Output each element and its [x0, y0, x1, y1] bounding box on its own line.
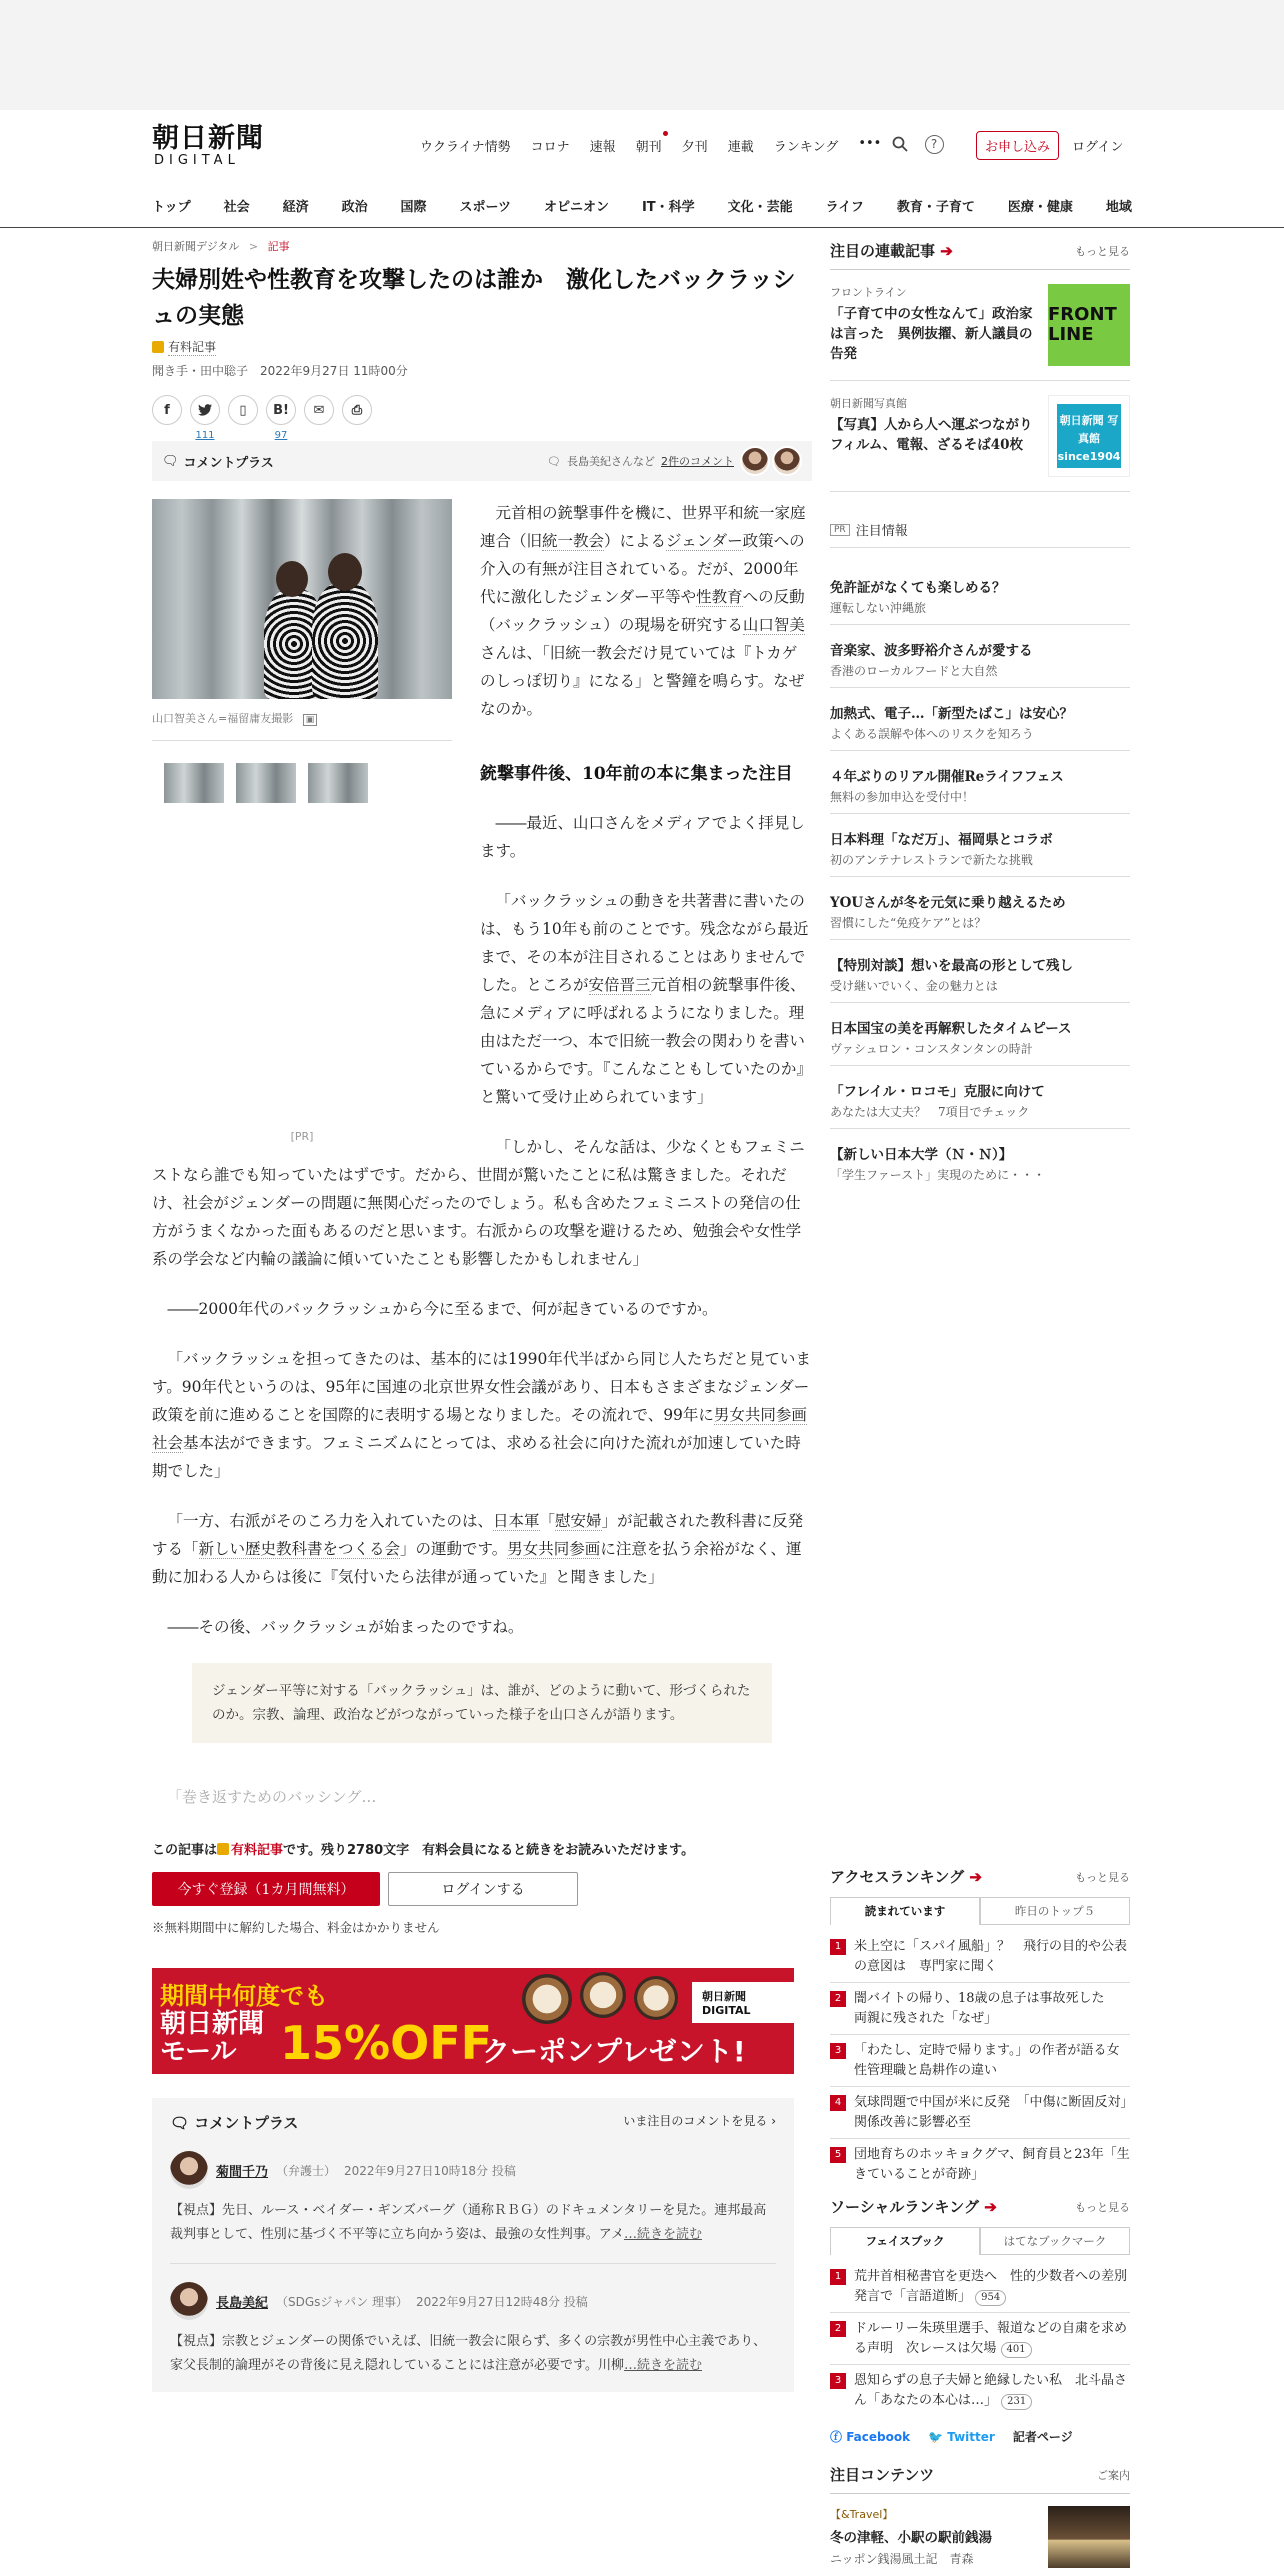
header-icons: [890, 134, 944, 154]
subscribe-button[interactable]: お申し込み: [976, 131, 1059, 160]
social-ranking-title: ソーシャルランキング ➔: [830, 2198, 997, 2216]
social-ranking-more[interactable]: もっと見る: [1075, 2200, 1130, 2214]
top-ad-space: [0, 0, 1284, 110]
banner-logo: 朝日新聞 DIGITAL: [692, 1982, 794, 2023]
share-count: 401: [1001, 2342, 1032, 2358]
paragraph: 「バックラッシュの動きを共著書に書いたのは、もう10年も前のことです。残念ながら最近まで、その本が注目されることはありませんでした。ところが安倍晋三元首相の銃撃事件後、急にメディアに呼ばれるようになりました。理由はただ一つ、本で旧統一教会の関わりを書いているからです。『こんなこともしていたのか』と驚いて受け止められています」: [480, 892, 812, 1106]
serial-title: 注目の連載記事 ➔: [830, 242, 953, 260]
comment-plus-title: 🗨 コメントプラス: [170, 2114, 299, 2132]
comment-summary: [547, 446, 802, 476]
pr-title: 注目情報: [855, 524, 908, 539]
pr-item[interactable]: 【特別対談】想いを最高の形として残し 受け継いでいく、金の魅力とは: [830, 940, 1130, 1003]
breadcrumb: [152, 238, 812, 254]
photo-thumbnail[interactable]: [236, 763, 296, 803]
pr-item[interactable]: 日本料理「なだ万」、福岡県とコラボ 初のアンテナレストランで新たな挑戦: [830, 814, 1130, 877]
mail-icon[interactable]: ✉: [304, 395, 334, 425]
arrow-right-icon: ➔: [940, 242, 953, 260]
twitter-link[interactable]: 🐦 Twitter: [928, 2429, 995, 2444]
ranking-item[interactable]: 4 気球問題で中国が米に反発 「中傷に断固反対」 関係改善に影響必至: [830, 2087, 1130, 2139]
access-ranking: [830, 1866, 1141, 2190]
nav-breaking[interactable]: 速報: [589, 140, 616, 155]
reporter-page-link[interactable]: 記者ページ: [1012, 2430, 1073, 2444]
ranking-item[interactable]: 3 「わたし、定時で帰ります。」の作者が語る女性管理職と島耕作の違い: [830, 2035, 1130, 2087]
faded-teaser: 「巻き返すためのバッシング…: [167, 1788, 377, 1806]
keyword-link[interactable]: ジェンダー: [666, 532, 743, 550]
comment-time: 2022年9月27日10時18分 投稿: [344, 2163, 516, 2178]
photo-archive-thumbnail: 朝日新聞 写真館 since1904: [1048, 395, 1130, 477]
social-ranking: [830, 2196, 1130, 2445]
cat-education[interactable]: 教育・子育て: [896, 200, 975, 215]
comment-text: 【視点】宗教とジェンダーの関係でいえば、旧統一教会に限らず、多くの宗教が男性中心主義であり、家父長制的論理がその背後に見え隠れしていることには注意が必要です。川柳: [170, 2334, 767, 2373]
pr-item[interactable]: 日本国宝の美を再解釈したタイムピース ヴァシュロン・コンスタンタンの時計: [830, 1003, 1130, 1066]
twitter-count[interactable]: 111: [195, 430, 215, 441]
ranking-item[interactable]: 2 闇バイトの帰り、18歳の息子は事故死した 両親に残された「なぜ」: [830, 1983, 1130, 2035]
contents-title: 注目コンテンツ: [830, 2466, 935, 2484]
section-heading: 銃撃事件後、10年前の本に集まった注目: [480, 764, 793, 784]
help-icon[interactable]: ?: [924, 134, 944, 154]
read-more-link[interactable]: …続きを読む: [623, 2358, 702, 2373]
content-kicker: 【&Travel】: [830, 2508, 894, 2521]
ranking-item[interactable]: 2 ドルーリー朱瑛里選手、報道などの自粛を求める声明 次レースは欠場 401: [830, 2313, 1130, 2365]
sidebar: [830, 240, 1130, 1191]
header-nav: [420, 136, 881, 155]
hatena-count[interactable]: 97: [274, 430, 288, 441]
photo-caption-text: 山口智美さん=福留庸友撮影: [152, 712, 294, 725]
comment-item: [170, 2151, 776, 2247]
login-link[interactable]: ログイン: [1072, 140, 1124, 155]
facebook-link[interactable]: ⓕ Facebook: [830, 2430, 911, 2444]
serial-item-title: 「子育て中の女性なんて」政治家は言った 異例抜擢、新人議員の告発: [830, 306, 1033, 362]
tab-hatena[interactable]: はてなブックマーク: [980, 2227, 1130, 2255]
photo-block: [152, 499, 452, 1151]
lock-icon: [152, 341, 164, 353]
comment-small-icon: 🗨: [547, 454, 561, 468]
pr-item[interactable]: ４年ぶりのリアル開催Reライフフェス 無料の参加申込を受付中！: [830, 751, 1130, 814]
gallery-icon[interactable]: ▣: [303, 714, 318, 726]
keyword-link[interactable]: 慰安婦: [555, 1512, 602, 1530]
avatar[interactable]: [170, 2151, 208, 2189]
paragraph: ――2000年代のバックラッシュから今に至るまで、何が起きているのですか。: [167, 1300, 718, 1318]
cat-politics[interactable]: 政治: [341, 200, 368, 215]
cat-international[interactable]: 国際: [400, 200, 427, 215]
keyword-link[interactable]: 性教育: [696, 588, 743, 606]
site-header: [152, 120, 1132, 180]
cat-society[interactable]: 社会: [223, 200, 250, 215]
keyword-link[interactable]: 男女共同参画社会: [152, 1406, 807, 1452]
logo-en: DIGITAL: [154, 153, 240, 168]
summary-box: ジェンダー平等に対する「バックラッシュ」は、誰が、どのように動いて、形づくられたのか。宗教、論理、政治などがつながっていった様子を山口さんが語ります。: [192, 1663, 772, 1743]
ranking-item[interactable]: 1 荒井首相秘書官を更迭へ 性的少数者への差別発言で「言語道断」 954: [830, 2261, 1130, 2313]
commenter-role: （弁護士）: [276, 2163, 337, 2178]
lock-icon: [217, 1843, 229, 1855]
access-ranking-more[interactable]: もっと見る: [1075, 1870, 1130, 1884]
cat-region[interactable]: 地域: [1105, 200, 1132, 215]
hatena-share-icon[interactable]: B! 97: [266, 395, 296, 425]
pr-item[interactable]: 【新しい日本大学（Ｎ・Ｎ）】 「学生ファースト」実現のために・・・: [830, 1147, 1046, 1182]
paid-label: 有料記事: [168, 340, 217, 354]
paragraph: 「バックラッシュを担ってきたのは、基本的には1990年代半ばから同じ人たちだと見ています。90年代というのは、95年に国連の北京世界女性会議があり、日本もさまざまなジェンダー政策を前に進めることを国際的に表明する場となりました。その流れで、99年に男女共同参画社会基本法ができます。フェミニズムにとっては、求める社会に向けた流れが加速していた時期でした」: [152, 1350, 811, 1480]
keyword-link[interactable]: 安倍晋三: [588, 976, 651, 994]
paragraph: ――最近、山口さんをメディアでよく拝見します。: [480, 814, 805, 860]
serial-kicker: フロントライン: [830, 286, 907, 299]
serial-more-link[interactable]: もっと見る: [1075, 244, 1130, 258]
paragraph: ――その後、バックラッシュが始まったのですね。: [167, 1618, 524, 1636]
paywall-note: ※無料期間中に解約した場合、料金はかかりません: [152, 1920, 440, 1935]
commenter-name[interactable]: 菊間千乃: [216, 2164, 269, 2180]
paywall-message: この記事は 有料記事です。残り2780文字 有料会員になると続きをお読みいただけます。: [152, 1843, 695, 1858]
share-count: 954: [975, 2290, 1006, 2306]
commenter-role: （SDGsジャパン 理事）: [276, 2294, 408, 2309]
photo-caption: [152, 705, 452, 741]
main-photo[interactable]: [152, 499, 452, 699]
twitter-share-icon[interactable]: [190, 395, 220, 441]
nav-morning-label: 朝刊: [635, 140, 662, 155]
comment-count-link[interactable]: 2件のコメント: [661, 455, 734, 468]
banner-line1: 期間中何度でも: [160, 1982, 328, 2010]
content-thumbnail: [1048, 2506, 1130, 2568]
new-dot-icon: [663, 131, 668, 136]
breadcrumb-current[interactable]: 記事: [267, 240, 290, 253]
category-nav: [0, 188, 1284, 228]
ranking-item[interactable]: 3 恩知らずの息子夫婦と絶縁したい私 北斗晶さん「あなたの本心は…」 231: [830, 2365, 1130, 2416]
keyword-link[interactable]: 新しい歴史教科書をつくる会: [198, 1540, 401, 1558]
content-title: 冬の津軽、小駅の駅前銭湯: [830, 2530, 992, 2546]
ranking-item[interactable]: 1 米上空に「スパイ風船」？ 飛行の目的や公表の意図は 専門家に聞く: [830, 1931, 1130, 1983]
twitter-icon: 🐦: [928, 2429, 948, 2444]
register-button[interactable]: 今すぐ登録（1カ月間無料）: [152, 1872, 380, 1906]
site-logo[interactable]: [152, 124, 282, 168]
tab-facebook[interactable]: フェイスブック: [830, 2227, 980, 2255]
comment-icon: 🗨: [162, 453, 179, 469]
comment-icon: 🗨: [170, 2114, 195, 2132]
pr-item[interactable]: 免許証がなくても楽しめる？ 運転しない沖縄旅: [830, 562, 1130, 625]
paywall-buttons: [152, 1872, 812, 1906]
cat-economy[interactable]: 経済: [282, 200, 309, 215]
nav-ranking[interactable]: ランキング: [773, 140, 839, 155]
search-icon[interactable]: [890, 134, 910, 154]
pr-tag: PR: [830, 524, 850, 536]
commenter-avatar[interactable]: [772, 446, 802, 476]
article-lead: 元首相の銃撃事件を機に、世界平和統一家庭連合（旧統一教会）によるジェンダー政策への介入の有無が注目されている。だが、2000年代に激化したジェンダー平等や性教育への反動（バックラッシュ）の現場を研究する山口智美さんは、「旧統一教会だけ見ていては『トカゲのしっぽ切り』になる」と警鐘を鳴らす。なぜなのか。: [480, 504, 806, 718]
nav-more[interactable]: •••: [858, 136, 882, 151]
banner-discount: 15%OFF: [280, 2016, 493, 2070]
article-body: [152, 499, 812, 1811]
nav-ukraine[interactable]: ウクライナ情勢: [420, 140, 511, 155]
social-links: [830, 2428, 1130, 2445]
mall-coupon-banner[interactable]: [152, 1968, 794, 2074]
paid-badge: [152, 338, 812, 356]
facebook-share-icon[interactable]: f: [152, 395, 182, 425]
keyword-link[interactable]: 山口智美: [742, 616, 805, 634]
keyword-link[interactable]: 男女共同参画: [507, 1540, 601, 1558]
featured-contents: [830, 2464, 1130, 2568]
comment-plus-section: [152, 2098, 794, 2392]
cat-life[interactable]: ライフ: [825, 200, 864, 215]
serial-item[interactable]: [830, 381, 1130, 492]
serial-header: [830, 240, 1130, 270]
paragraph: 「しかし、そんな話は、少なくともフェミニストなら誰でも知っていたはずです。だから、世間が驚いたことに私は驚きました。それだけ、社会がジェンダーの問題に無関心だったのでしょう。私も含めたフェミニストの発信の仕方がうまくなかった面もあるのだと思います。右派からの攻撃を避けるため、勉強会や女性学系の学会など内輪の議論に傾いていたことも影響したかもしれません」: [152, 1138, 805, 1268]
pr-item[interactable]: 音楽家、波多野裕介さんが愛する 香港のローカルフードと大自然: [830, 625, 1130, 688]
ranking-item[interactable]: 5 団地育ちのホッキョクグマ、飼育員と23年「生きていることが奇跡」: [830, 2139, 1130, 2190]
comment-plus-bar: [152, 441, 812, 481]
photo-thumbnail[interactable]: [164, 763, 224, 803]
frontline-thumbnail: FRONT LINE: [1048, 284, 1130, 366]
cat-it-science[interactable]: IT・科学: [641, 200, 695, 215]
arrow-right-icon: ➔: [984, 2198, 997, 2216]
serial-kicker: 朝日新聞写真館: [830, 397, 907, 410]
see-trending-comments-link[interactable]: いま注目のコメントを見る ›: [623, 2114, 776, 2128]
article-title: 夫婦別姓や性教育を攻撃したのは誰か 激化したバックラッシュの実態: [152, 266, 796, 329]
share-bar: [152, 395, 812, 441]
share-count: 231: [1001, 2394, 1032, 2410]
pr-item[interactable]: 加熱式、電子…「新型たばこ」は安心？ よくある誤解や体へのリスクを知ろう: [830, 688, 1130, 751]
pr-label: [PR]: [290, 1130, 314, 1143]
cat-culture[interactable]: 文化・芸能: [727, 200, 793, 215]
nav-serials[interactable]: 連載: [727, 140, 754, 155]
comment-summary-prefix: 長島美紀さんなど: [567, 455, 655, 468]
arrow-right-icon: ➔: [969, 1868, 982, 1886]
commenter-avatar[interactable]: [740, 446, 770, 476]
commenter-name[interactable]: 長島美紀: [216, 2295, 269, 2311]
photo-thumbnails: [152, 763, 452, 803]
bookmark-icon[interactable]: ▯: [228, 395, 258, 425]
serial-item-title: 【写真】人から人へ運ぶつながり フィルム、電報、ざるそば40枚: [830, 417, 1046, 453]
cat-top[interactable]: トップ: [152, 200, 191, 215]
cat-opinion[interactable]: オピニオン: [543, 200, 609, 215]
comment-item: [170, 2282, 776, 2378]
contents-more[interactable]: ご案内: [1097, 2468, 1130, 2482]
access-ranking-title: アクセスランキング ➔: [830, 1868, 982, 1886]
article-column: [152, 238, 812, 2392]
keyword-link[interactable]: 統一教会: [542, 532, 605, 550]
facebook-icon: ⓕ: [830, 2430, 847, 2444]
content-item[interactable]: [830, 2494, 1130, 2568]
content-sub: ニッポン銭湯風土記 青森: [830, 2552, 974, 2566]
nav-corona[interactable]: コロナ: [530, 140, 570, 155]
pr-header: [830, 520, 1130, 548]
pr-item[interactable]: 「フレイル・ロコモ」克服に向けて あなたは大丈夫？ 7項目でチェック: [830, 1066, 1130, 1129]
comment-time: 2022年9月27日12時48分 投稿: [416, 2294, 588, 2309]
keyword-link[interactable]: 日本軍: [493, 1512, 540, 1530]
comment-plus-label: コメントプラス: [183, 455, 274, 471]
tab-most-read[interactable]: 読まれています: [830, 1897, 980, 1925]
pr-item[interactable]: YOUさんが冬を元気に乗り越えるため 習慣にした“免疫ケア”とは？: [830, 877, 1130, 940]
read-more-link[interactable]: …続きを読む: [623, 2227, 702, 2242]
paywall: [152, 1839, 812, 1936]
print-icon[interactable]: ⎙: [342, 395, 372, 425]
cat-sports[interactable]: スポーツ: [459, 200, 512, 215]
breadcrumb-site[interactable]: 朝日新聞デジタル: [152, 240, 240, 253]
paywall-login-button[interactable]: ログインする: [388, 1872, 578, 1906]
comment-text: 【視点】先日、ルース・ベイダー・ギンズバーグ（通称ＲＢＧ）のドキュメンタリーを見た。連邦最高裁判事として、性別に基づく不平等に立ち向かう姿は、最強の女性判事。アメ: [170, 2203, 767, 2242]
serial-item[interactable]: [830, 270, 1130, 381]
banner-coupon: クーポンプレゼント!: [482, 2035, 746, 2068]
nav-morning[interactable]: [636, 136, 662, 155]
avatar[interactable]: [170, 2282, 208, 2320]
logo-jp: 朝日新聞: [152, 123, 264, 154]
banner-line2: 朝日新聞 モール: [160, 2009, 265, 2067]
photo-thumbnail[interactable]: [308, 763, 368, 803]
cat-health[interactable]: 医療・健康: [1007, 200, 1073, 215]
breadcrumb-sep: >: [248, 240, 259, 253]
paragraph: 「一方、右派がそのころ力を入れていたのは、日本軍「慰安婦」が記載された教科書に反発する「新しい歴史教科書をつくる会」の運動です。男女共同参画に注意を払う余裕がなく、運動に加わる人からは後に『気付いたら法律が通っていた』と聞きました」: [152, 1512, 804, 1586]
byline: 聞き手・田中聡子 2022年9月27日 11時00分: [152, 364, 408, 378]
tab-yesterday-top5[interactable]: 昨日のトップ５: [980, 1897, 1130, 1925]
nav-evening[interactable]: 夕刊: [681, 140, 708, 155]
